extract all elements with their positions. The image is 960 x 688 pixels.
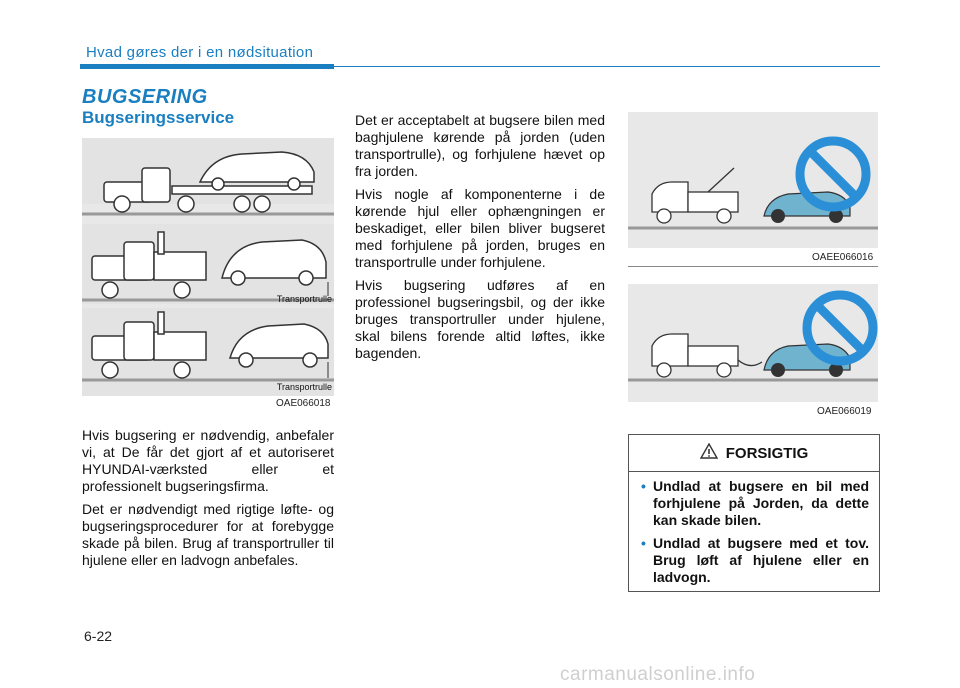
figure-divider — [628, 266, 878, 267]
caution-box — [628, 434, 880, 592]
mid-text — [355, 112, 605, 368]
page-title: BUGSERING — [82, 86, 208, 108]
watermark: carmanualsonline.info — [560, 664, 756, 685]
mid-paragraph-2: Hvis nogle af komponenterne i de kørende hjul eller ophængningen er beskadiget, eller bilen bliver bugseret med forhjulene på jorden, bruges en transportrulle under forhjulene. — [355, 186, 605, 270]
figure-prohibited-2 — [628, 284, 878, 402]
caution-header — [629, 435, 879, 472]
left-paragraph-2: Det er nødvendigt med rigtige løfte- og bugseringsprocedurer for at forebygge skade på bilen. Brug af transportruller til hjulene eller en ladvogn anbefales. — [82, 501, 334, 568]
header-rule — [334, 66, 880, 67]
left-text — [82, 427, 334, 575]
list-item: • Undlad at bugsere med et tov. Brug løft af hjulene eller en ladvogn. — [641, 535, 869, 585]
mid-paragraph-1: Det er acceptabelt at bugsere bilen med baghjulene kørende på jorden (uden transportrulle), og forhjulene hævet op fra jorden. — [355, 112, 605, 179]
list-item: • Undlad at bugsere en bil med forhjulene på Jorden, da dette kan skade bilen. — [641, 478, 869, 528]
caution-item-2: Undlad at bugsere med et tov. Brug løft af hjulene eller en ladvogn. — [653, 535, 869, 585]
section-header: Hvad gøres der i en nødsituation — [86, 44, 314, 61]
warning-triangle-icon — [700, 443, 718, 463]
page-number: 6-22 — [84, 628, 113, 644]
towing-figure — [82, 138, 334, 396]
figure-code-right-top: OAEE066016 — [812, 252, 874, 263]
caution-list — [643, 478, 869, 586]
towing-illustration — [82, 138, 334, 396]
caution-title: FORSIGTIG — [725, 444, 809, 462]
roller-label-2: Transportrulle — [276, 382, 332, 392]
figure-code-left: OAE066018 — [276, 398, 331, 409]
figure-prohibited-1 — [628, 112, 878, 248]
mid-paragraph-3: Hvis bugsering udføres af en professionel bugseringsbil, og der ikke bruges transportruller under hjulene, skal bilens forende altid løftes, ikke bagenden. — [355, 277, 605, 361]
header-bar — [80, 64, 334, 69]
figure-code-right-bottom: OAE066019 — [817, 406, 872, 417]
sub-title: Bugseringsservice — [82, 108, 235, 127]
towing-prohibited-illustration-1 — [628, 112, 878, 248]
roller-label-1: Transportrulle — [276, 294, 332, 304]
towing-prohibited-illustration-2 — [628, 284, 878, 402]
left-paragraph-1: Hvis bugsering er nødvendig, anbefaler vi, at De får det gjort af et autoriseret HYUNDAI-værksted eller et professionelt bugseringsfirma. — [82, 427, 334, 494]
caution-item-1: Undlad at bugsere en bil med forhjulene på Jorden, da dette kan skade bilen. — [653, 478, 869, 528]
